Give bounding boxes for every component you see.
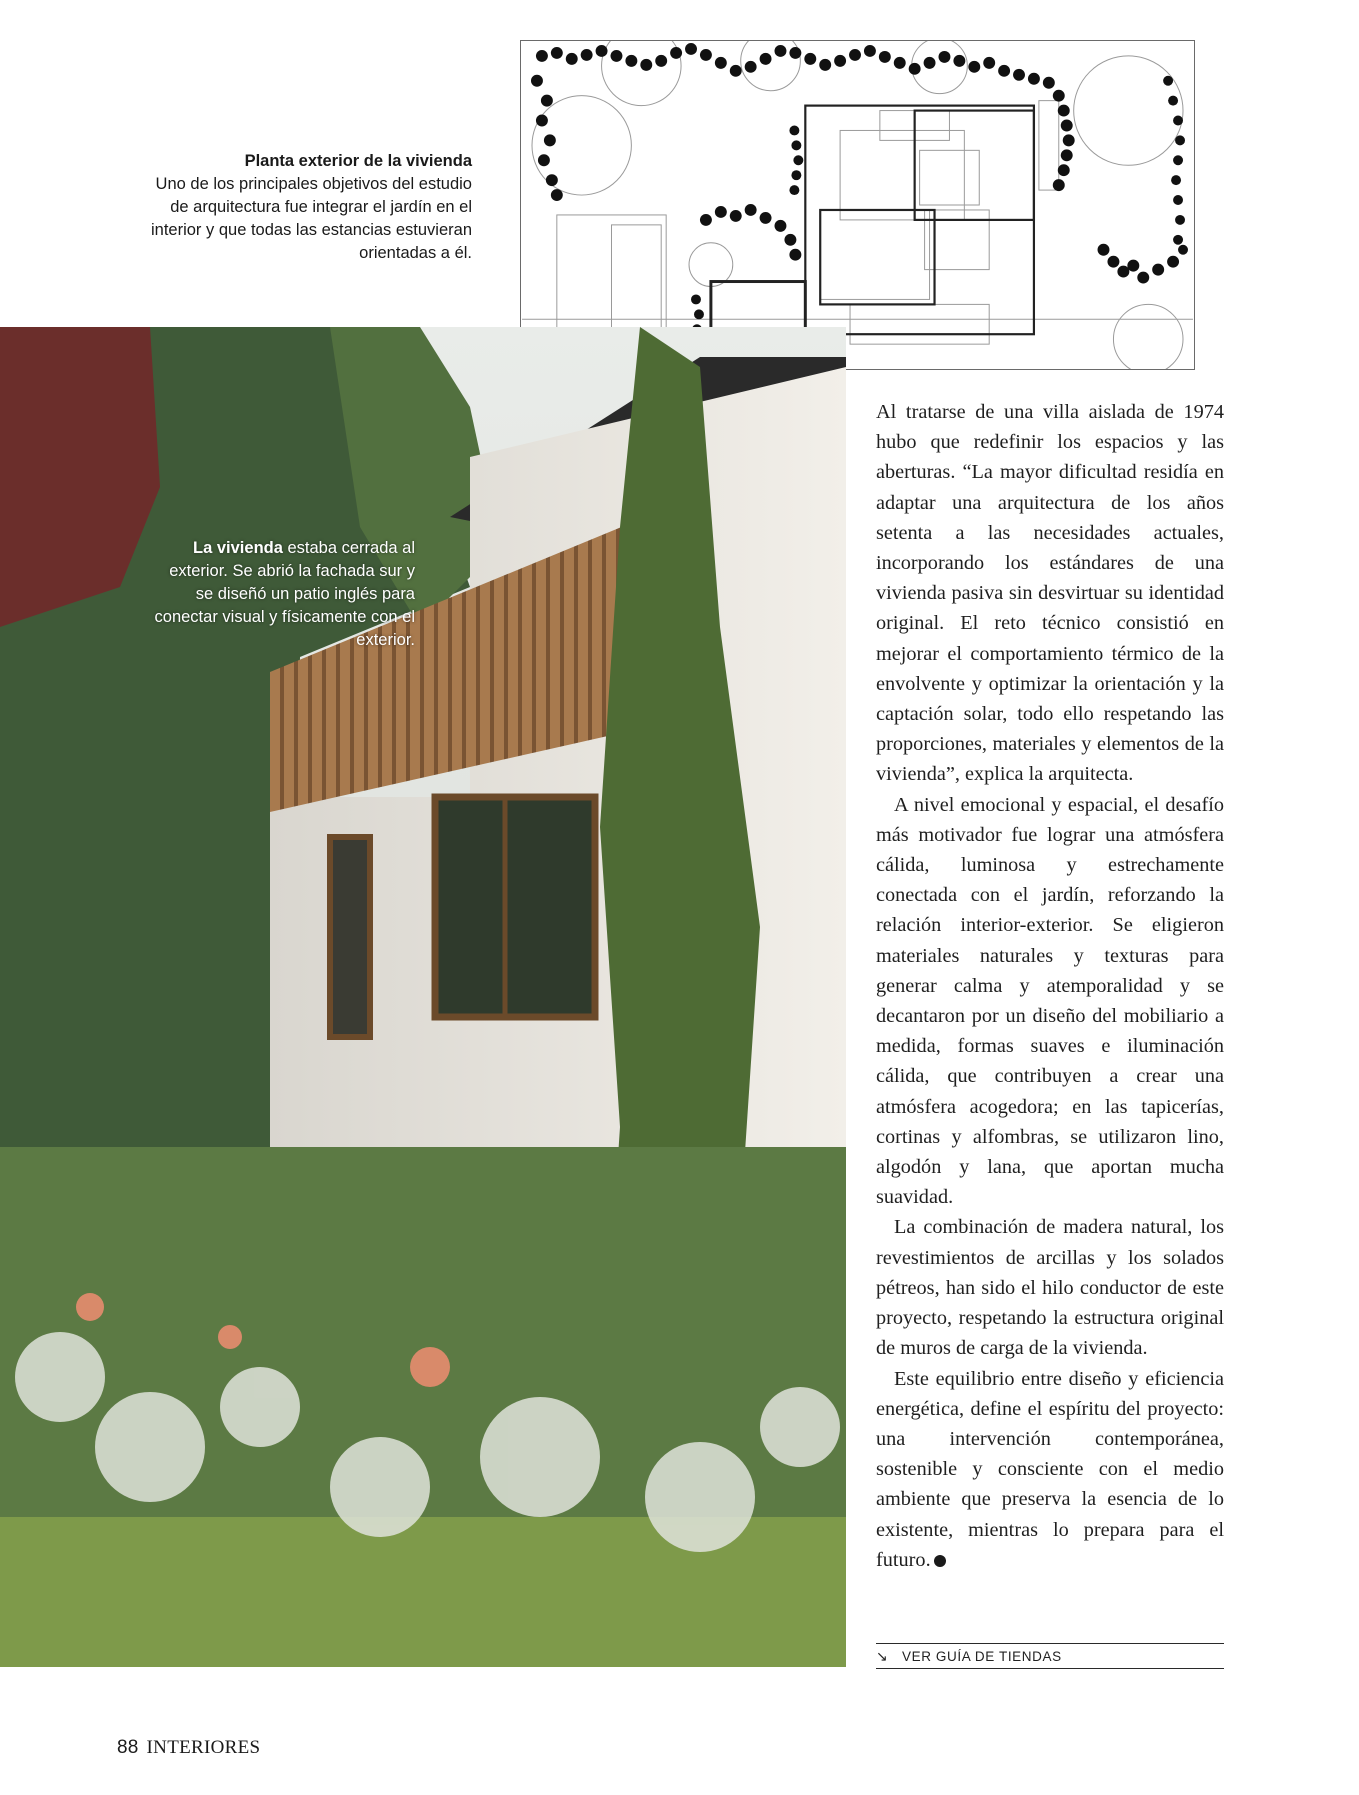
plan-caption-title: Planta exterior de la vivienda [244, 152, 472, 170]
plan-caption-text: Uno de los principales objetivos del estudio de arquitectura fue integrar el jardín en el interior y que todas las estancias estuvieran orientadas a él. [150, 175, 472, 262]
paragraph-4-text: Este equilibrio entre diseño y eficiencia energética, define el espíritu del proyecto: una intervención contemporánea, sostenible y consciente con el medio ambiente que preserva la esencia de lo existente, mientras lo prepara para el futuro. [876, 1367, 1224, 1571]
photo-caption-lead: La vivienda [193, 539, 283, 557]
photo-caption [150, 537, 415, 652]
magazine-name: INTERIORES [146, 1737, 261, 1758]
page-number: 88 [117, 1737, 139, 1758]
paragraph-2: A nivel emocional y espacial, el desafío más motivador fue lograr una atmósfera cálida, luminosa y estrechamente conectada con el jardín, reforzando la relación interior-exterior. Se eligieron materiales naturales y texturas para generar calma y atemporalidad y se decantaron por un diseño del mobiliario a medida, formas suaves e iluminación cálida, que contribuyen a crear una atmósfera acogedora; en las tapicerías, cortinas y alfombras, se utilizaron lino, algodón y lana, que aportan mucha suavidad. [876, 793, 1224, 1209]
store-guide-link[interactable] [876, 1643, 1224, 1669]
paragraph-3: La combinación de madera natural, los revestimientos de arcillas y los solados pétreos, han sido el hilo conductor de este proyecto, respetando la estructura original de muros de carga de la vivienda. [876, 1216, 1224, 1360]
page-folio [117, 1737, 260, 1759]
photo-caption-text: estaba cerrada al exterior. Se abrió la fachada sur y se diseñó un patio inglés para conectar visual y físicamente con el exterior. [154, 539, 415, 649]
plan-caption [140, 150, 472, 265]
paragraph-4 [876, 1364, 1224, 1575]
end-mark-icon [934, 1555, 946, 1567]
arrow-down-right-icon: ↘ [876, 1648, 889, 1664]
store-guide-label: VER GUÍA DE TIENDAS [902, 1648, 1062, 1664]
paragraph-1: Al tratarse de una villa aislada de 1974 hubo que redefinir los espacios y las aberturas. “La mayor dificultad residía en adaptar una arquitectura de los años setenta a las necesidades actuales, incorporando los estándares de una vivienda pasiva sin desvirtuar su identidad original. El reto técnico consistió en mejorar el comportamiento térmico de la envolvente y optimizar la orientación y la captación solar, todo ello respetando las proporciones, materiales y elementos de la vivienda”, explica la arquitecta. [876, 401, 1224, 786]
floor-plan-drawing [520, 40, 1195, 370]
house-photo [0, 327, 846, 1667]
article-body [876, 397, 1224, 1575]
